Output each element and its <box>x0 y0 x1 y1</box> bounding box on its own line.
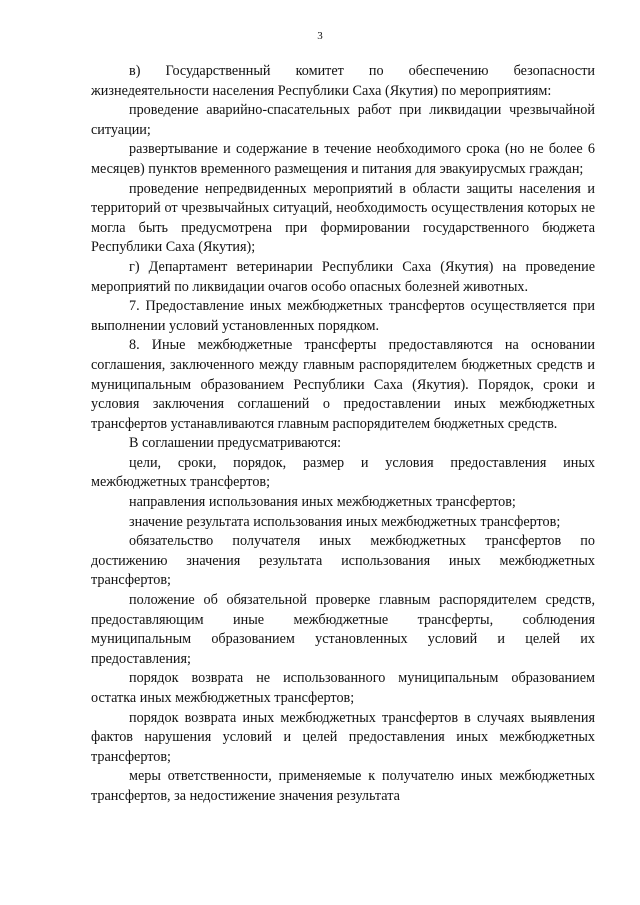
paragraph: проведение непредвиденных мероприятий в области защиты населения и территорий от чрезвычайных ситуаций, необходимость осуществления которых не могла быть предусмотрена при формировании государственного бюджета Республики Саха (Якутия); <box>91 180 595 256</box>
paragraph: 8. Иные межбюджетные трансферты предоставляются на основании соглашения, заключенного между главным распорядителем бюджетных средств и муниципальным образованием Республики Саха (Якутия). Порядок, сроки и условия заключения соглашений о предоставлении иных межбюджетных трансфертов устанавливаются главным распорядителем бюджетных средств. <box>91 337 595 432</box>
paragraph: 7. Предоставление иных межбюджетных трансфертов осуществляется при выполнении условий установленных порядком. <box>91 298 595 334</box>
paragraph: развертывание и содержание в течение необходимого срока (но не более 6 месяцев) пунктов временного размещения и питания для эвакуирусмых граждан; <box>91 141 595 177</box>
paragraph: цели, сроки, порядок, размер и условия предоставления иных межбюджетных трансфертов; <box>91 454 595 491</box>
paragraph: значение результата использования иных межбюджетных трансфертов; <box>129 513 561 530</box>
paragraph: г) Департамент ветеринарии Республики Саха (Якутия) на проведение мероприятий по ликвидации очагов особо опасных болезней животных. <box>91 258 595 295</box>
paragraph: положение об обязательной проверке главным распорядителем средств, предоставляющим иные межбюджетные трансферты, соблюдения муниципальным образованием установленных условий и целей их предоставления; <box>91 592 595 667</box>
document-body <box>91 62 595 807</box>
paragraph: обязательство получателя иных межбюджетных трансфертов по достижению значения результата использования иных межбюджетных трансфертов; <box>91 533 595 589</box>
paragraph: меры ответственности, применяемые к получателю иных межбюджетных трансфертов, за недостижение значения результата <box>91 768 595 804</box>
paragraph: порядок возврата иных межбюджетных трансфертов в случаях выявления фактов нарушения условий и целей предоставления иных межбюджетных трансфертов; <box>91 709 595 765</box>
paragraph: в) Государственный комитет по обеспечению безопасности жизнедеятельности населения Республики Саха (Якутия) по мероприятиям: <box>91 63 595 99</box>
paragraph: порядок возврата не использованного муниципальным образованием остатка иных межбюджетных трансфертов; <box>91 670 595 706</box>
paragraph: В соглашении предусматриваются: <box>129 435 342 452</box>
paragraph: направления использования иных межбюджетных трансфертов; <box>129 494 516 511</box>
paragraph: проведение аварийно-спасательных работ при ликвидации чрезвычайной ситуации; <box>91 102 595 138</box>
page-number: 3 <box>317 30 323 42</box>
